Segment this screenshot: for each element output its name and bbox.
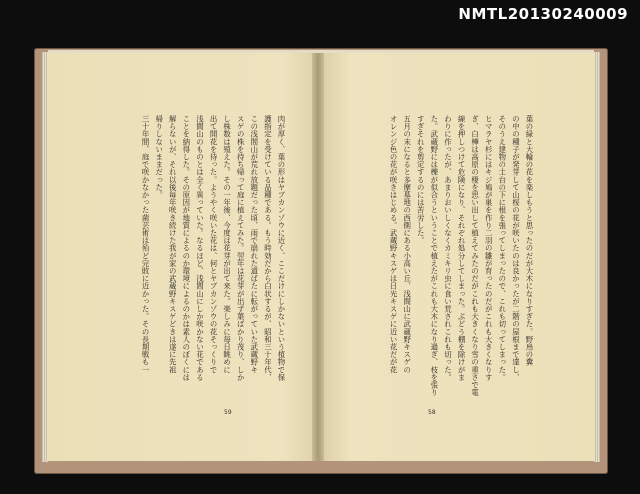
text-line: 三十年間、庭で咲かなかった菌芸術は殆ど完敗に近かった。その長期戦も一 bbox=[141, 115, 151, 374]
text-line: 出て開花を待った。ようやく咲いた花は、何とヤブカンゾウの花そっくりで bbox=[209, 115, 219, 374]
page-edges-right bbox=[594, 52, 600, 462]
text-line: の中の種子が発芽して山桜の花が咲いたのは良かったが二階の屋根まで達し、 bbox=[511, 115, 521, 381]
left-page-text bbox=[98, 115, 288, 443]
left-page bbox=[48, 53, 325, 461]
left-page-number: 59 bbox=[224, 409, 232, 416]
text-line: この浅間山が荒れ放題だった頃、雨で崩れた道ばたに転がっていた武蔵野キ bbox=[249, 115, 259, 374]
text-line: ヒマラヤ杉にはキジ鳩が巣を作り二羽の雛が育ったのだがこれも大きくなりす bbox=[484, 115, 494, 381]
text-line: 葉の緑と大輪の花を楽しもうと思ったのだが大木になりすぎた。野鳥の糞 bbox=[525, 115, 534, 366]
text-line: 帰りしないままだった。 bbox=[154, 115, 164, 199]
text-line: し株数は殖えた。その一年後、今度は花芽が出て来た。楽しみに毎日眺めに bbox=[222, 115, 232, 374]
archive-id-watermark: NMTL20130240009 bbox=[458, 5, 628, 23]
text-line: 線を押しつけて危険になり、それぞれ処分してしまった。ぶどう棚を除けがま bbox=[457, 115, 467, 381]
text-line: 五月の末になると多摩墓地の西側にある小高い丘、浅間山に武蔵野キスゲの bbox=[402, 115, 412, 374]
open-book bbox=[34, 48, 608, 474]
text-line: そのうえ建物の土台の下に根を張ってしまったので、これも切ってしまった。 bbox=[497, 115, 507, 381]
book-gutter bbox=[312, 53, 324, 461]
text-line: た。武蔵野には櫟が似合うということで植えたがこれも大木になり過ぎ、枝を張り bbox=[429, 115, 439, 397]
text-line: 解らないが、それ以後毎年咲き続けた我が家の武蔵野キスゲどきは遂に先祖 bbox=[168, 115, 178, 374]
right-page bbox=[318, 53, 594, 461]
text-line: 浅間山のものとは全く異っていた。なるほど、浅間山にしか咲かない花である bbox=[195, 115, 205, 381]
text-line: 肉が厚く、葉の形はヤブカンゾウに近く、ここだけにしかないという植物で保 bbox=[277, 115, 286, 381]
right-page-number: 58 bbox=[428, 409, 436, 416]
text-line: オレンジ色の花が咲きはじめる。武蔵野キスゲは日光キスゲに近い花だが花 bbox=[389, 115, 399, 374]
text-line: 護指定を受けている品種である。もう時効だから白状するが、昭和三十年代、 bbox=[263, 115, 273, 381]
text-line: すぎそれを剪定するのには苦労した。 bbox=[416, 115, 426, 245]
text-line: わりに作ったが、あまりおいしくなくカミキリ虫に食い荒されこれも切った。 bbox=[443, 115, 453, 381]
right-page-text bbox=[340, 115, 536, 443]
text-line: ことを納得した。その原因が地質によるのか環境によるのかは素人のぼくには bbox=[181, 115, 191, 381]
text-line: スゲの株を持ち帰って庭に植えてみた。翌年は花芽が出ず葉ばかり茂り、しか bbox=[236, 115, 246, 381]
text-line: ぎ、白樺は高原の棲を思い出して植えてみたのだがこれも大きくなり雪の重さで電 bbox=[470, 115, 480, 397]
